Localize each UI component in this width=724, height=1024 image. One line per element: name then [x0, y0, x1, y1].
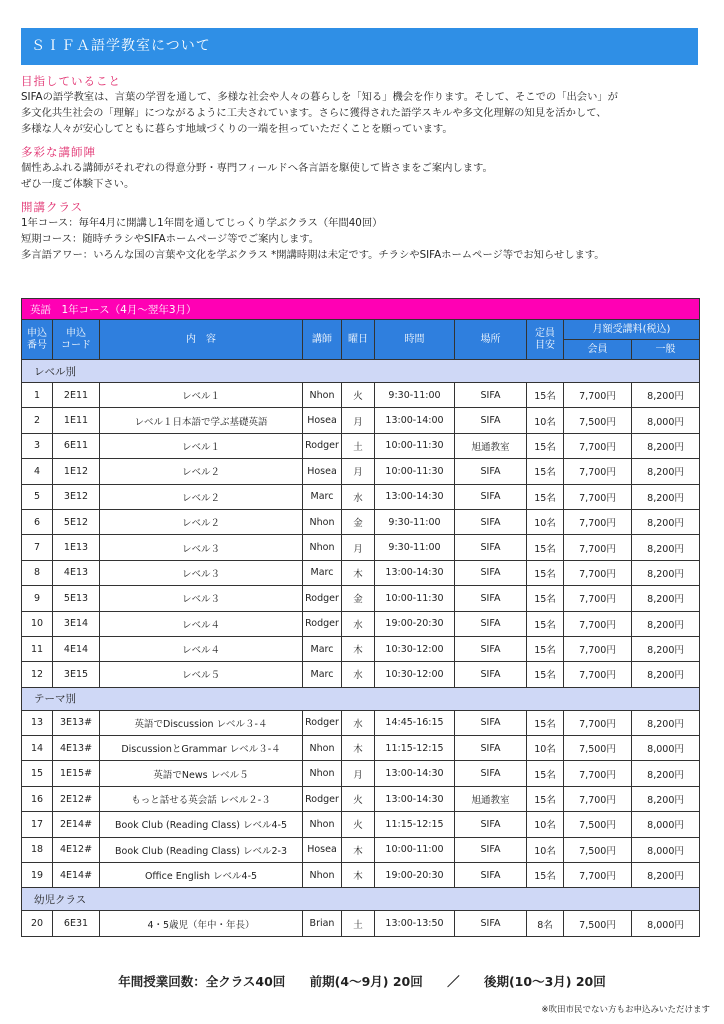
row-code: 4E13 — [53, 560, 100, 585]
row-teacher: Rodger — [303, 586, 342, 611]
row-code: 1E13 — [53, 535, 100, 560]
section-header: テーマ別 — [22, 687, 700, 710]
row-day: 水 — [342, 662, 375, 687]
row-capacity: 15名 — [527, 484, 564, 509]
row-code: 6E31 — [53, 911, 100, 936]
row-day: 火 — [342, 786, 375, 811]
row-time: 19:00-20:30 — [375, 611, 455, 636]
row-fee-member: 7,700円 — [564, 560, 632, 585]
table-title: 英語 1年コース（4月～翌年3月） — [22, 299, 700, 320]
table-row — [22, 509, 700, 534]
row-time: 9:30-11:00 — [375, 535, 455, 560]
row-teacher: Rodger — [303, 786, 342, 811]
section-header: 幼児クラス — [22, 888, 700, 911]
row-code: 4E14 — [53, 636, 100, 661]
row-no: 2 — [22, 408, 53, 433]
row-day: 月 — [342, 761, 375, 786]
row-fee-general: 8,000円 — [632, 837, 700, 862]
row-no: 17 — [22, 812, 53, 837]
row-day: 月 — [342, 408, 375, 433]
row-teacher: Hosea — [303, 837, 342, 862]
row-no: 20 — [22, 911, 53, 936]
row-capacity: 10名 — [527, 837, 564, 862]
header-capacity: 定員 目安 — [527, 320, 564, 360]
row-capacity: 15名 — [527, 662, 564, 687]
row-code: 4E12# — [53, 837, 100, 862]
row-place: SIFA — [455, 383, 527, 408]
header-time: 時間 — [375, 320, 455, 360]
row-code: 1E15# — [53, 761, 100, 786]
row-content: もっと話せる英会話 レベル２-３ — [100, 786, 303, 811]
table-row — [22, 383, 700, 408]
row-teacher: Rodger — [303, 433, 342, 458]
row-time: 10:00-11:30 — [375, 459, 455, 484]
row-code: 5E13 — [53, 586, 100, 611]
row-capacity: 10名 — [527, 408, 564, 433]
row-day: 火 — [342, 812, 375, 837]
row-fee-member: 7,700円 — [564, 459, 632, 484]
row-no: 15 — [22, 761, 53, 786]
row-place: SIFA — [455, 837, 527, 862]
header-member: 会員 — [564, 340, 632, 360]
summary-second-term: 後期(10～3月) 20回 — [483, 974, 606, 989]
row-code: 5E12 — [53, 509, 100, 534]
row-content: レベル２ — [100, 484, 303, 509]
row-capacity: 15名 — [527, 710, 564, 735]
row-teacher: Hosea — [303, 459, 342, 484]
intro-line: 個性あふれる講師がそれぞれの得意分野・専門フィールドへ各言語を駆使して皆さまをご案内します。 — [21, 162, 493, 174]
row-content: レベル２ — [100, 459, 303, 484]
table-row — [22, 662, 700, 687]
row-place: SIFA — [455, 863, 527, 888]
row-fee-general: 8,200円 — [632, 383, 700, 408]
row-code: 3E12 — [53, 484, 100, 509]
row-capacity: 10名 — [527, 736, 564, 761]
table-row — [22, 535, 700, 560]
row-no: 16 — [22, 786, 53, 811]
row-fee-member: 7,700円 — [564, 383, 632, 408]
row-code: 2E14# — [53, 812, 100, 837]
row-capacity: 15名 — [527, 459, 564, 484]
row-teacher: Nhon — [303, 535, 342, 560]
row-capacity: 15名 — [527, 535, 564, 560]
row-place: SIFA — [455, 736, 527, 761]
row-content: レベル３ — [100, 535, 303, 560]
intro-line: 短期コース：随時チラシやSIFAホームページ等でご案内します。 — [21, 233, 320, 245]
row-content: レベル３ — [100, 586, 303, 611]
row-no: 11 — [22, 636, 53, 661]
row-capacity: 15名 — [527, 560, 564, 585]
row-fee-member: 7,700円 — [564, 484, 632, 509]
row-content: Book Club (Reading Class) レベル2-3 — [100, 837, 303, 862]
row-place: SIFA — [455, 484, 527, 509]
row-fee-member: 7,700円 — [564, 509, 632, 534]
summary-total: 年間授業回数：全クラス40回 — [118, 974, 286, 989]
header-day: 曜日 — [342, 320, 375, 360]
table-row — [22, 837, 700, 862]
row-capacity: 15名 — [527, 636, 564, 661]
row-teacher: Marc — [303, 636, 342, 661]
header-no: 申込 番号 — [22, 320, 53, 360]
table-row — [22, 911, 700, 936]
table-row — [22, 736, 700, 761]
row-teacher: Marc — [303, 484, 342, 509]
row-fee-general: 8,200円 — [632, 863, 700, 888]
row-time: 10:00-11:30 — [375, 433, 455, 458]
row-fee-member: 7,500円 — [564, 911, 632, 936]
row-day: 火 — [342, 383, 375, 408]
table-row — [22, 459, 700, 484]
footnote: ※吹田市民でない方もお申込みいただけます — [541, 1005, 710, 1015]
row-no: 14 — [22, 736, 53, 761]
row-fee-member: 7,500円 — [564, 736, 632, 761]
row-fee-general: 8,000円 — [632, 408, 700, 433]
row-day: 土 — [342, 911, 375, 936]
header-general: 一般 — [632, 340, 700, 360]
row-content: 英語でDiscussion レベル３-４ — [100, 710, 303, 735]
row-code: 3E14 — [53, 611, 100, 636]
table-row — [22, 433, 700, 458]
row-capacity: 15名 — [527, 586, 564, 611]
row-place: SIFA — [455, 535, 527, 560]
row-no: 12 — [22, 662, 53, 687]
row-fee-general: 8,200円 — [632, 710, 700, 735]
row-fee-member: 7,700円 — [564, 786, 632, 811]
table-row — [22, 484, 700, 509]
row-code: 2E12# — [53, 786, 100, 811]
row-fee-member: 7,700円 — [564, 761, 632, 786]
row-place: SIFA — [455, 761, 527, 786]
row-fee-general: 8,200円 — [632, 484, 700, 509]
row-time: 13:00-14:30 — [375, 786, 455, 811]
row-time: 10:30-12:00 — [375, 636, 455, 661]
row-time: 9:30-11:00 — [375, 509, 455, 534]
row-time: 13:00-13:50 — [375, 911, 455, 936]
row-place: SIFA — [455, 911, 527, 936]
row-day: 土 — [342, 433, 375, 458]
table-row — [22, 611, 700, 636]
row-capacity: 15名 — [527, 433, 564, 458]
row-no: 13 — [22, 710, 53, 735]
table-row — [22, 710, 700, 735]
row-day: 月 — [342, 535, 375, 560]
row-time: 13:00-14:30 — [375, 560, 455, 585]
row-fee-general: 8,200円 — [632, 459, 700, 484]
row-fee-member: 7,500円 — [564, 812, 632, 837]
row-fee-general: 8,200円 — [632, 636, 700, 661]
row-content: レベル４ — [100, 611, 303, 636]
row-capacity: 8名 — [527, 911, 564, 936]
row-no: 9 — [22, 586, 53, 611]
table-row — [22, 812, 700, 837]
row-capacity: 10名 — [527, 509, 564, 534]
row-teacher: Nhon — [303, 812, 342, 837]
page-banner: ＳＩＦＡ語学教室について — [21, 28, 698, 65]
row-no: 5 — [22, 484, 53, 509]
row-no: 4 — [22, 459, 53, 484]
row-fee-general: 8,000円 — [632, 812, 700, 837]
row-day: 金 — [342, 586, 375, 611]
intro-line: 多言語アワー：いろんな国の言葉や文化を学ぶクラス *開講時期は未定です。チラシやSIFAホームページ等でお知らせします。 — [21, 249, 605, 261]
row-place: SIFA — [455, 586, 527, 611]
row-time: 9:30-11:00 — [375, 383, 455, 408]
row-capacity: 15名 — [527, 383, 564, 408]
row-teacher: Marc — [303, 662, 342, 687]
row-place: SIFA — [455, 812, 527, 837]
row-teacher: Nhon — [303, 761, 342, 786]
intro-heading: 開講クラス — [21, 200, 84, 214]
row-fee-member: 7,700円 — [564, 586, 632, 611]
row-no: 18 — [22, 837, 53, 862]
row-content: レベル１日本語で学ぶ基礎英語 — [100, 408, 303, 433]
row-fee-general: 8,200円 — [632, 761, 700, 786]
intro-heading: 目指していること — [21, 74, 121, 88]
row-content: レベル１ — [100, 433, 303, 458]
row-content: Book Club (Reading Class) レベル4-5 — [100, 812, 303, 837]
table-row — [22, 408, 700, 433]
row-day: 木 — [342, 560, 375, 585]
row-code: 4E13# — [53, 736, 100, 761]
row-fee-member: 7,500円 — [564, 408, 632, 433]
intro-line: SIFAの語学教室は、言葉の学習を通して、多様な社会や人々の暮らしを「知る」機会を作ります。そして、そこでの「出会い」が — [21, 91, 618, 103]
row-code: 4E14# — [53, 863, 100, 888]
row-fee-member: 7,700円 — [564, 535, 632, 560]
row-place: 旭通教室 — [455, 786, 527, 811]
header-fee: 月額受講料(税込) — [564, 320, 700, 340]
header-content: 内 容 — [100, 320, 303, 360]
row-teacher: Hosea — [303, 408, 342, 433]
row-teacher: Nhon — [303, 863, 342, 888]
row-place: SIFA — [455, 509, 527, 534]
row-content: 英語でNews レベル５ — [100, 761, 303, 786]
row-teacher: Rodger — [303, 710, 342, 735]
row-time: 10:30-12:00 — [375, 662, 455, 687]
row-time: 11:15-12:15 — [375, 736, 455, 761]
row-day: 金 — [342, 509, 375, 534]
row-day: 水 — [342, 484, 375, 509]
table-row — [22, 560, 700, 585]
row-fee-general: 8,200円 — [632, 611, 700, 636]
row-teacher: Rodger — [303, 611, 342, 636]
row-time: 11:15-12:15 — [375, 812, 455, 837]
table-row — [22, 863, 700, 888]
row-place: SIFA — [455, 636, 527, 661]
row-content: レベル４ — [100, 636, 303, 661]
row-content: 4・5歳児（年中・年長） — [100, 911, 303, 936]
row-content: DiscussionとGrammar レベル３-４ — [100, 736, 303, 761]
row-fee-general: 8,200円 — [632, 560, 700, 585]
row-fee-general: 8,200円 — [632, 433, 700, 458]
row-fee-member: 7,700円 — [564, 863, 632, 888]
row-day: 木 — [342, 837, 375, 862]
annual-summary — [0, 972, 724, 990]
row-content: Office English レベル4-5 — [100, 863, 303, 888]
row-no: 7 — [22, 535, 53, 560]
row-no: 8 — [22, 560, 53, 585]
header-teacher: 講師 — [303, 320, 342, 360]
row-no: 19 — [22, 863, 53, 888]
row-teacher: Nhon — [303, 736, 342, 761]
row-no: 3 — [22, 433, 53, 458]
table-row — [22, 786, 700, 811]
row-content: レベル３ — [100, 560, 303, 585]
row-day: 水 — [342, 710, 375, 735]
row-teacher: Brian — [303, 911, 342, 936]
row-fee-general: 8,000円 — [632, 736, 700, 761]
row-no: 6 — [22, 509, 53, 534]
intro-line: 多文化共生社会の「理解」につながるように工夫されています。さらに獲得された語学スキルや多文化理解の知見を活かして、 — [21, 107, 607, 119]
row-fee-general: 8,200円 — [632, 509, 700, 534]
row-time: 10:00-11:30 — [375, 586, 455, 611]
intro-heading: 多彩な講師陣 — [21, 145, 96, 159]
row-day: 木 — [342, 736, 375, 761]
row-content: レベル２ — [100, 509, 303, 534]
row-code: 3E13# — [53, 710, 100, 735]
row-place: SIFA — [455, 710, 527, 735]
section-header: レベル別 — [22, 360, 700, 383]
summary-first-term: 前期(4～9月) 20回 — [309, 974, 423, 989]
row-place: SIFA — [455, 408, 527, 433]
summary-slash: ／ — [447, 974, 460, 989]
row-content: レベル５ — [100, 662, 303, 687]
row-fee-general: 8,200円 — [632, 786, 700, 811]
row-fee-general: 8,200円 — [632, 535, 700, 560]
row-day: 月 — [342, 459, 375, 484]
row-time: 10:00-11:00 — [375, 837, 455, 862]
row-day: 木 — [342, 636, 375, 661]
header-code: 申込 コード — [53, 320, 100, 360]
intro-line: 多様な人々が安心してともに暮らす地域づくりの一端を担っていただくことを願っています。 — [21, 123, 453, 135]
row-teacher: Marc — [303, 560, 342, 585]
row-fee-general: 8,200円 — [632, 662, 700, 687]
course-table — [21, 298, 700, 937]
row-time: 13:00-14:30 — [375, 761, 455, 786]
row-fee-member: 7,700円 — [564, 636, 632, 661]
row-fee-member: 7,700円 — [564, 433, 632, 458]
row-code: 1E11 — [53, 408, 100, 433]
row-teacher: Nhon — [303, 509, 342, 534]
row-content: レベル１ — [100, 383, 303, 408]
row-code: 1E12 — [53, 459, 100, 484]
row-fee-member: 7,700円 — [564, 611, 632, 636]
row-day: 水 — [342, 611, 375, 636]
table-row — [22, 586, 700, 611]
row-place: 旭通教室 — [455, 433, 527, 458]
row-fee-member: 7,700円 — [564, 662, 632, 687]
row-code: 6E11 — [53, 433, 100, 458]
row-no: 1 — [22, 383, 53, 408]
row-capacity: 10名 — [527, 812, 564, 837]
intro-line: ぜひ一度ご体験下さい。 — [21, 178, 135, 190]
table-row — [22, 761, 700, 786]
row-time: 14:45-16:15 — [375, 710, 455, 735]
row-time: 13:00-14:30 — [375, 484, 455, 509]
row-place: SIFA — [455, 662, 527, 687]
row-capacity: 15名 — [527, 761, 564, 786]
row-code: 3E15 — [53, 662, 100, 687]
header-place: 場所 — [455, 320, 527, 360]
row-place: SIFA — [455, 459, 527, 484]
row-fee-general: 8,000円 — [632, 911, 700, 936]
row-fee-member: 7,500円 — [564, 837, 632, 862]
row-place: SIFA — [455, 560, 527, 585]
row-capacity: 15名 — [527, 611, 564, 636]
intro-line: 1年コース：毎年4月に開講し1年間を通してじっくり学ぶクラス（年間40回） — [21, 217, 383, 229]
row-day: 木 — [342, 863, 375, 888]
row-capacity: 15名 — [527, 786, 564, 811]
row-teacher: Nhon — [303, 383, 342, 408]
row-time: 13:00-14:00 — [375, 408, 455, 433]
intro-section — [21, 73, 711, 263]
row-no: 10 — [22, 611, 53, 636]
row-place: SIFA — [455, 611, 527, 636]
row-fee-general: 8,200円 — [632, 586, 700, 611]
table-row — [22, 636, 700, 661]
row-time: 19:00-20:30 — [375, 863, 455, 888]
row-code: 2E11 — [53, 383, 100, 408]
row-fee-member: 7,700円 — [564, 710, 632, 735]
row-capacity: 15名 — [527, 863, 564, 888]
